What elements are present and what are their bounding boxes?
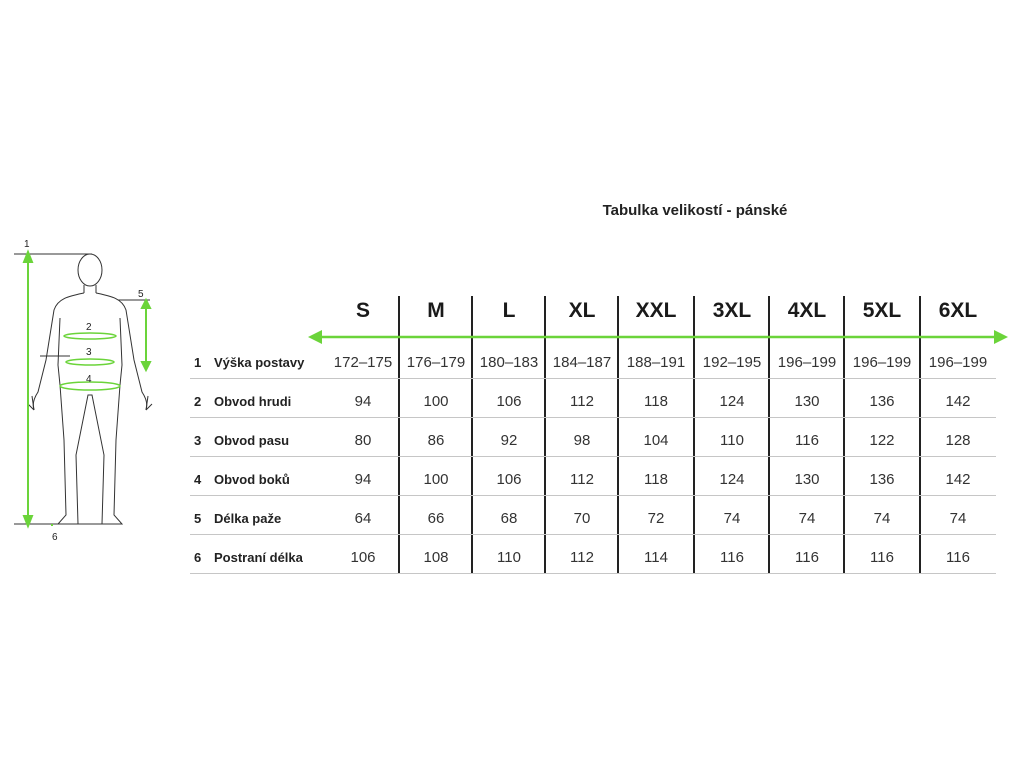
- table-cell: 92: [500, 432, 518, 449]
- marker-2: 2: [86, 322, 92, 333]
- table-cell: 184–187: [552, 354, 612, 371]
- table-cell: 116: [795, 432, 819, 449]
- table-cell: 192–195: [702, 354, 762, 371]
- table-cell: 70: [573, 510, 591, 527]
- size-header: L: [502, 299, 516, 322]
- row-separator: [190, 417, 996, 418]
- table-cell: 72: [647, 510, 665, 527]
- table-cell: 112: [570, 471, 594, 488]
- row-label: Postraní délka: [214, 550, 303, 565]
- table-cell: 118: [644, 471, 668, 488]
- table-cell: 100: [423, 471, 449, 488]
- table-cell: 106: [496, 393, 522, 410]
- size-header: M: [427, 299, 445, 322]
- table-cell: 124: [719, 471, 745, 488]
- row-label: Obvod pasu: [214, 433, 290, 448]
- table-cell: 124: [719, 393, 745, 410]
- table-cell: 130: [794, 471, 820, 488]
- size-header: 5XL: [862, 299, 902, 322]
- table-cell: 104: [643, 432, 669, 449]
- table-cell: 80: [354, 432, 372, 449]
- table-cell: 112: [570, 549, 594, 566]
- table-cell: 64: [354, 510, 372, 527]
- table-cell: 106: [350, 549, 376, 566]
- table-cell: 116: [870, 549, 894, 566]
- table-cell: 66: [427, 510, 445, 527]
- table-cell: 188–191: [626, 354, 686, 371]
- size-header: 3XL: [712, 299, 752, 322]
- table-cell: 94: [354, 393, 372, 410]
- row-number: 6: [194, 550, 202, 565]
- table-cell: 114: [644, 549, 668, 566]
- row-number: 2: [194, 394, 202, 409]
- table-cell: 86: [427, 432, 445, 449]
- marker-1: 1: [24, 239, 30, 250]
- page-title: Tabulka velikostí - pánské: [602, 202, 788, 219]
- row-number: 3: [194, 433, 202, 448]
- table-cell: 196–199: [852, 354, 912, 371]
- table-cell: 130: [794, 393, 820, 410]
- table-cell: 68: [500, 510, 518, 527]
- row-number: 4: [194, 472, 202, 487]
- row-separator: [190, 456, 996, 457]
- size-header: 6XL: [938, 299, 978, 322]
- row-number: 1: [194, 355, 202, 370]
- size-header: XXL: [635, 299, 677, 322]
- table-cell: 74: [798, 510, 816, 527]
- row-label: Obvod hrudi: [214, 394, 292, 409]
- marker-4: 4: [86, 374, 92, 385]
- row-number: 5: [194, 511, 202, 526]
- table-cell: 172–175: [333, 354, 393, 371]
- table-cell: 142: [945, 393, 971, 410]
- table-cell: 110: [497, 549, 521, 566]
- marker-5: 5: [138, 289, 144, 300]
- table-cell: 180–183: [479, 354, 539, 371]
- marker-3: 3: [86, 347, 92, 358]
- table-cell: 74: [949, 510, 967, 527]
- row-separator: [190, 534, 996, 535]
- table-cell: 116: [946, 549, 970, 566]
- table-cell: 112: [570, 393, 594, 410]
- marker-6: 6: [52, 532, 58, 543]
- table-cell: 108: [423, 549, 449, 566]
- table-cell: 100: [423, 393, 449, 410]
- size-header: 4XL: [787, 299, 827, 322]
- row-separator: [190, 495, 996, 496]
- table-cell: 176–179: [406, 354, 466, 371]
- table-cell: 116: [720, 549, 744, 566]
- table-cell: 94: [354, 471, 372, 488]
- size-header: XL: [568, 299, 596, 322]
- table-cell: 118: [644, 393, 668, 410]
- table-cell: 196–199: [777, 354, 837, 371]
- row-label: Obvod boků: [214, 472, 290, 487]
- size-header: S: [355, 299, 370, 322]
- table-cell: 136: [869, 471, 895, 488]
- table-cell: 110: [720, 432, 744, 449]
- table-cell: 98: [573, 432, 591, 449]
- row-label: Výška postavy: [214, 355, 305, 370]
- row-label: Délka paže: [214, 511, 282, 526]
- table-cell: 196–199: [928, 354, 988, 371]
- row-separator: [190, 378, 996, 379]
- table-cell: 136: [869, 393, 895, 410]
- table-cell: 142: [945, 471, 971, 488]
- table-cell: 128: [945, 432, 971, 449]
- table-cell: 74: [873, 510, 891, 527]
- table-cell: 106: [496, 471, 522, 488]
- table-cell: 74: [723, 510, 741, 527]
- double-arrow-icon: [308, 329, 1008, 345]
- table-cell: 122: [869, 432, 895, 449]
- table-cell: 116: [795, 549, 819, 566]
- row-separator: [190, 573, 996, 574]
